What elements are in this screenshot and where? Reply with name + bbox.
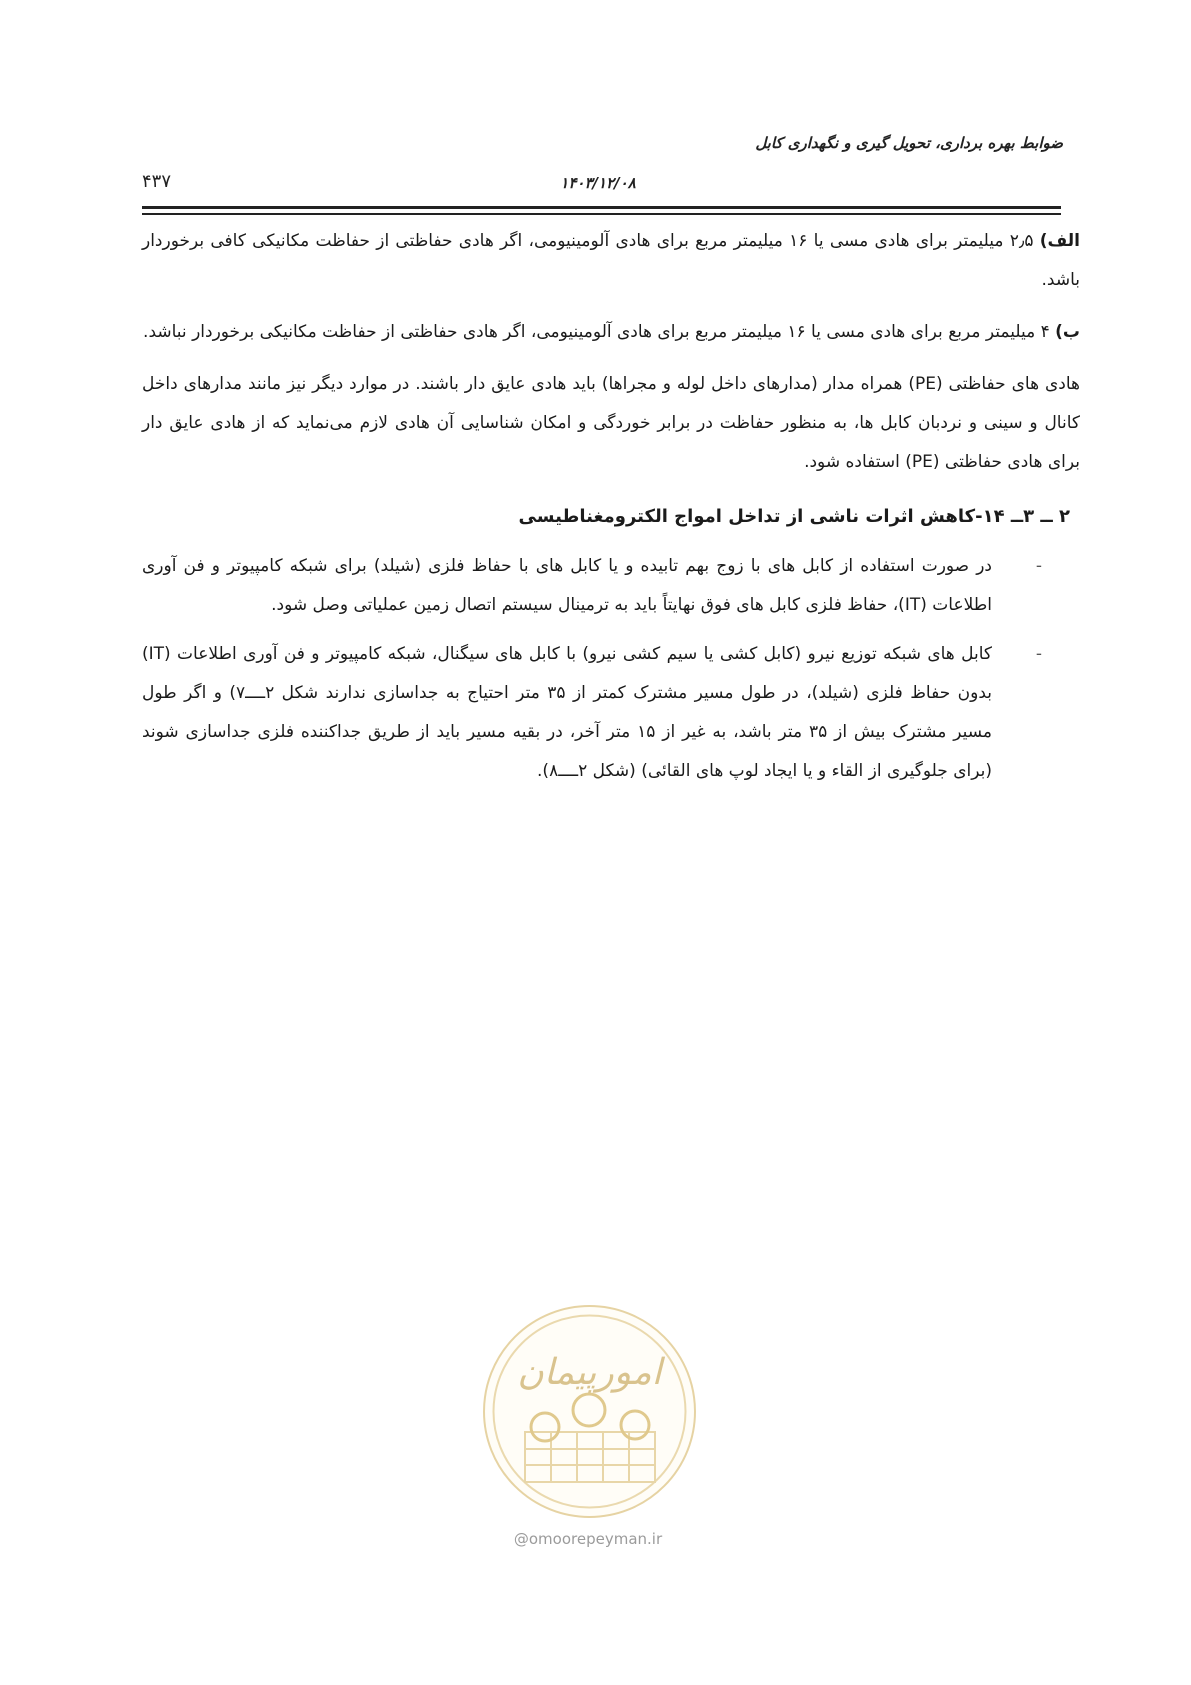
paragraph-protective-conductors: هادی های حفاظتی (PE) همراه مدار (مدارهای داخل لوله و مجراها) باید هادی عایق دار باشند. در موارد دیگر نیز مانند مدارهای داخل کانال و سینی و نردبان کابل ها، به منظور حفاظت در برابر خوردگی و امکان شناسایی آن هادی لازم می‌نماید که از هادی عایق دار برای هادی حفاظتی (PE) استفاده شود. <box>142 374 1081 472</box>
body-content <box>142 222 1080 801</box>
watermark-emblem-icon <box>485 1307 694 1516</box>
list-item-text: کابل های شبکه توزیع نیرو (کابل کشی یا سیم کشی نیرو) با کابل های سیگنال، شبکه کامپیوتر و فن آوری اطلاعات (IT) بدون حفاظ فلزی (شیلد)، در طول مسیر مشترک کمتر از ۳۵ متر احتیاج به جداسازی ندارند شکل ۲ــــ۷) و اگر طول مسیر مشترک بیش از ۳۵ متر باشد، به غیر از ۱۵ متر آخر، در بقیه مسیر باید از طریق جداکننده فلزی جداسازی شوند (برای جلوگیری از القاء و یا ایجاد لوپ های القائی) (شکل ۲ــــ۸). <box>142 644 992 781</box>
paragraph-alef <box>142 222 1080 300</box>
list-item <box>142 635 1080 791</box>
paragraph-alef-text: ۲٫۵ میلیمتر برای هادی مسی یا ۱۶ میلیمتر مربع برای هادی آلومینیومی، اگر هادی حفاظتی از حفاظت مکانیکی کافی برخوردار باشد. <box>142 231 1080 290</box>
watermark-logo-text: امورپیمان <box>517 1352 662 1393</box>
paragraph-be-label: ب) <box>1055 322 1080 342</box>
section-heading: ۲ ــ ۳ــ ۱۴-کاهش اثرات ناشی از تداخل امواج الکترومغناطیسی <box>518 506 1070 527</box>
header-rule-thin <box>142 213 1061 215</box>
running-header-title: ضوابط بهره برداری، تحویل گیری و نگهداری کابل <box>755 134 1063 152</box>
list-item-text: در صورت استفاده از کابل های با زوج بهم تابیده و یا کابل های با حفاظ فلزی (شیلد) برای شبکه کامپیوتر و فن آوری اطلاعات (IT)، حفاظ فلزی کابل های فوق نهایتاً باید به ترمینال سیستم اتصال زمین عملیاتی وصل شود. <box>142 556 992 615</box>
watermark-caption: @omoorepeyman.ir <box>513 1530 663 1548</box>
paragraph-be <box>142 313 1080 352</box>
list-item <box>142 547 1080 625</box>
paragraph-be-text: ۴ میلیمتر مربع برای هادی مسی یا ۱۶ میلیمتر مربع برای هادی آلومینیومی، اگر هادی حفاظتی از حفاظت مکانیکی برخوردار نباشد. <box>143 322 1056 342</box>
watermark-logo <box>483 1305 696 1518</box>
paragraph-alef-label: الف) <box>1039 231 1080 251</box>
bullet-dash-icon: - <box>1035 644 1042 664</box>
header-date: ۱۴۰۳/۱۲/۰۸ <box>560 174 636 192</box>
header-rule-thick <box>142 206 1061 209</box>
page-number: ۴۳۷ <box>142 171 172 192</box>
bullet-dash-icon: - <box>1035 556 1042 576</box>
